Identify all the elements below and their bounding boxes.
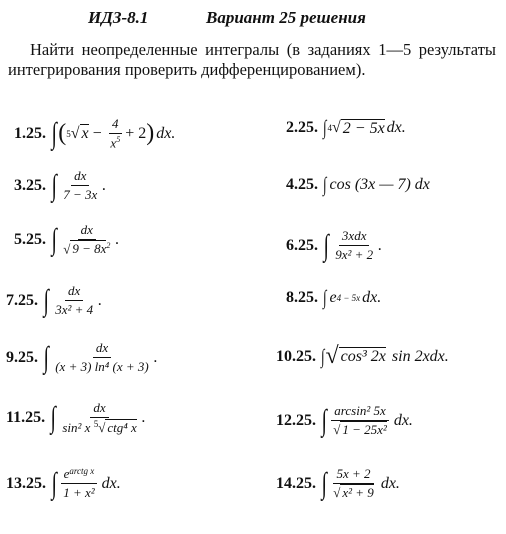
problem-8 [286,288,381,308]
integral-sign: ∫ [323,228,329,262]
integral-sign: ∫ [43,283,49,317]
problem-number: 9.25. [6,348,38,366]
period: . [141,409,146,426]
denominator: 3x² + 4 [55,302,94,317]
problem-3 [14,168,106,203]
radical-sign: √ [70,124,80,142]
denominator: 1 + x² [63,485,95,500]
exp-power: 4 − 5x [336,293,361,303]
numerator: dx [90,400,108,418]
fraction [330,466,377,501]
problem-9 [6,340,158,375]
problem-number: 14.25. [276,474,316,492]
integral-sign: ∫ [51,168,57,202]
root-index: 5 [93,419,99,429]
problem-number: 3.25. [14,176,46,194]
problem-4 [286,175,430,195]
radical-sign: √ [333,422,341,437]
problem-number: 6.25. [286,236,318,254]
period: . [102,176,107,194]
denominator [59,418,139,436]
integrand-tail: sin 2xdx. [391,347,449,365]
problem-number: 11.25. [6,409,46,426]
period: . [378,236,383,254]
integral-sign: ∫ [51,466,57,500]
integral-sign: ∫ [51,116,57,150]
exp-base: e [63,466,70,481]
numerator: dx [93,340,111,358]
task-instructions: Найти неопределенные интегралы (в заданиях 1—5 результаты интегрирования проверить дифференцированием). [8,40,496,79]
integral-sign: ∫ [322,174,327,196]
problem-2 [286,118,406,138]
differential: dx. [156,124,176,142]
left-paren: ( [58,120,67,147]
root-index: 5 [66,128,71,139]
denominator-base: x [110,135,117,151]
numerator: arcsin² 5x [331,403,388,421]
fraction [60,466,97,501]
radicand: 2 − 5x [342,119,385,137]
numerator: 3xdx [339,228,370,246]
numerator [61,466,98,484]
variant-title: Вариант 25 решения [206,8,366,27]
denominator [330,484,377,501]
fraction [107,116,123,151]
numerator: dx [65,283,83,301]
radical-sign: √ [333,485,341,500]
problem-number: 5.25. [14,230,46,248]
integral-sign: ∫ [322,117,327,139]
radical-sign: √ [325,343,339,369]
problem-13 [6,466,121,501]
period: . [115,230,120,248]
problem-number: 7.25. [6,291,38,309]
differential: dx. [393,411,413,429]
differential: dx. [386,119,406,136]
root-index: 4 [327,123,332,133]
differential: dx. [101,474,121,492]
problem-1 [14,116,175,151]
integral-sign: ∫ [320,345,325,368]
denominator [60,240,113,257]
denominator-sin: sin² x [62,420,91,435]
fraction [330,403,390,438]
exp-base: e [329,289,337,306]
numerator: 4 [109,116,122,134]
radical-sign: √ [63,241,71,257]
integral-sign: ∫ [50,401,56,434]
problem-7 [6,283,102,318]
problem-number: 4.25. [286,176,318,193]
problem-10 [276,343,449,370]
fraction [332,228,376,263]
plus-term: + 2 [125,124,147,142]
integrand: cos (3x — 7) dx [329,176,430,193]
denominator: 7 − 3x [63,187,98,202]
denominator: (x + 3) ln⁴ (x + 3) [55,359,149,374]
radicand: x² + 9 [342,485,374,500]
radicand: 1 − 25x² [342,422,387,437]
radical-sign: √ [98,420,106,435]
numerator: dx [71,168,89,186]
integral-sign: ∫ [43,340,49,374]
denominator-exponent: 5 [116,135,121,144]
fraction [52,340,152,375]
fraction [59,400,139,436]
period: . [98,291,103,309]
fraction [60,168,100,203]
problem-14 [276,466,400,501]
integral-sign: ∫ [321,466,327,500]
denominator [330,421,390,438]
radicand: cos³ 2x [340,348,386,365]
period: . [153,348,158,366]
right-paren: ) [146,120,155,147]
radicand: 9 − 8x [72,241,107,257]
radical-sign: √ [331,119,341,136]
radicand: x [81,125,89,143]
integral-sign: ∫ [321,403,327,437]
problem-number: 13.25. [6,474,46,492]
numerator: 5x + 2 [333,466,373,484]
integral-sign: ∫ [322,287,327,309]
problem-number: 1.25. [14,124,46,142]
problem-5 [14,222,119,257]
exp-power: arctg x [69,466,95,476]
minus-sign: − [91,124,103,142]
problem-number: 8.25. [286,289,318,306]
radicand: ctg⁴ x [107,420,137,435]
numerator: dx [78,222,96,240]
exponent: 2 [106,241,111,250]
fraction [60,222,113,257]
integral-sign: ∫ [51,222,57,256]
problem-number: 2.25. [286,119,318,136]
problem-number: 10.25. [276,347,316,365]
problem-12 [276,403,413,438]
differential: dx. [380,474,400,492]
problem-11 [6,400,146,436]
assignment-code: ИДЗ-8.1 [88,8,149,27]
denominator [107,134,123,151]
problem-number: 12.25. [276,411,316,429]
denominator: 9x² + 2 [335,247,374,262]
problem-6 [286,228,382,263]
fraction [52,283,96,318]
differential: dx. [362,289,382,306]
